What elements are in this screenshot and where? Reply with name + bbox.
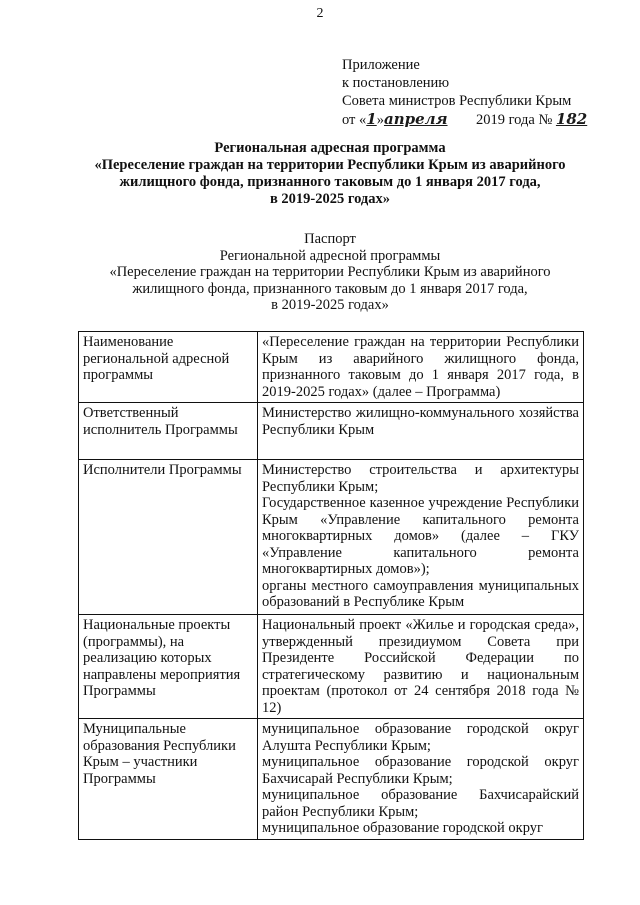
- passport-line-5: в 2019-2025 годах»: [271, 297, 389, 313]
- passport-line-2: Региональной адресной программы: [219, 247, 441, 264]
- appendix-date-line: [342, 110, 596, 129]
- appendix-block: [342, 56, 596, 129]
- appendix-line-3: Совета министров Республики Крым: [342, 93, 572, 109]
- program-title: [60, 140, 600, 208]
- date-mid: »: [376, 112, 384, 128]
- passport-table: [78, 331, 584, 840]
- row-label: Национальные проекты (программы), на реализацию которых направлены мероприятия Программы: [79, 615, 258, 719]
- row-value-line: органы местного самоуправления муниципальных образований в Республике Крым: [262, 577, 579, 610]
- title-line-4: в 2019-2025 годах»: [269, 191, 391, 207]
- title-line-3: жилищного фонда, признанного таковым до 1 января 2017 года,: [119, 174, 541, 190]
- row-value-line: муниципальное образование городской округ Бахчисарай Республики Крым;: [262, 754, 579, 787]
- date-year: 2019 года №: [475, 112, 553, 128]
- row-value: [258, 615, 584, 719]
- date-day-handwritten: 1: [366, 110, 377, 128]
- date-month-handwritten: апреля: [383, 110, 448, 128]
- row-value-line: муниципальное образование городской округ: [262, 820, 543, 836]
- row-value-line: Национальный проект «Жилье и городская среда», утвержденный президиумом Совета при Президенте Российской Федерации по стратегическому развитию и национальным проектам (протокол от 24 сентября 2018 года № 12): [262, 617, 579, 716]
- table-row: [79, 332, 584, 403]
- table-row: [79, 719, 584, 840]
- doc-number-handwritten: 182: [555, 110, 588, 128]
- row-label: Исполнители Программы: [79, 460, 258, 615]
- title-line-2: «Переселение граждан на территории Республики Крым из аварийного: [94, 157, 566, 173]
- row-value-line: муниципальное образование городской округ Алушта Республики Крым;: [262, 721, 579, 754]
- table-row: [79, 615, 584, 719]
- title-line-1: Региональная адресная программа: [214, 140, 446, 156]
- row-value-line: «Переселение граждан на территории Республики Крым из аварийного жилищного фонда, признанного таковым до 1 января 2017 года, в 2019-2025 годах» (далее – Программа): [262, 334, 579, 400]
- row-label: Муниципальные образования Республики Крым – участники Программы: [79, 719, 258, 840]
- passport-line-1: Паспорт: [304, 231, 356, 247]
- row-value: [258, 403, 584, 460]
- date-prefix: от «: [342, 112, 367, 128]
- row-value: [258, 719, 584, 840]
- appendix-line-2: к постановлению: [342, 75, 450, 91]
- row-value: [258, 332, 584, 403]
- row-value-line: Министерство жилищно-коммунального хозяйства Республики Крым: [262, 405, 579, 438]
- table-row: [79, 403, 584, 460]
- passport-line-3: «Переселение граждан на территории Республики Крым из аварийного: [109, 264, 551, 280]
- page-number: 2: [316, 6, 324, 21]
- passport-heading: [60, 231, 600, 314]
- appendix-line-1: Приложение: [342, 57, 420, 73]
- row-value-line: Министерство строительства и архитектуры Республики Крым;: [262, 462, 579, 495]
- row-value: [258, 460, 584, 615]
- row-value-line: Государственное казенное учреждение Республики Крым «Управление капитального ремонта многоквартирных домов» (далее – ГКУ «Управление капитального ремонта многоквартирных домов»);: [262, 495, 579, 577]
- row-value-line: муниципальное образование Бахчисарайский район Республики Крым;: [262, 787, 579, 820]
- table-row: [79, 460, 584, 615]
- row-label: Наименование региональной адресной программы: [79, 332, 258, 403]
- row-label: Ответственный исполнитель Программы: [79, 403, 258, 460]
- passport-line-4: жилищного фонда, признанного таковым до 1 января 2017 года,: [132, 280, 528, 297]
